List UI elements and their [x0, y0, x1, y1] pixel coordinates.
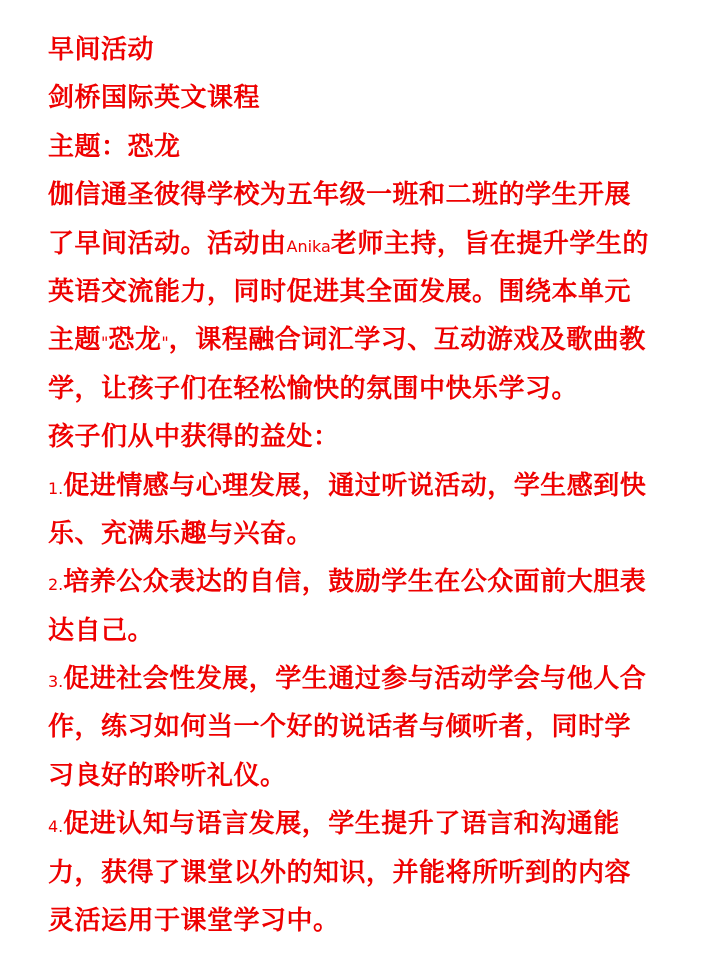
- benefit-continuation: 灵活运用于课堂学习中。: [48, 906, 340, 937]
- teacher-name: Anika: [286, 236, 331, 256]
- benefit-number: 2.: [48, 575, 64, 595]
- course-name: 剑桥国际英文课程: [48, 83, 261, 114]
- benefit-continuation: 乐、充满乐趣与兴奋。: [48, 518, 314, 549]
- quote-mark: ": [101, 333, 109, 353]
- benefit-continuation: 达自己。: [48, 615, 155, 646]
- intro-line: 伽信通圣彼得学校为五年级一班和二班的学生开展: [48, 180, 632, 211]
- topic-line: 主题：恐龙: [48, 131, 181, 162]
- benefit-continuation: 力，获得了课堂以外的知识，并能将所听到的内容: [48, 857, 632, 888]
- benefit-number: 1.: [48, 478, 64, 498]
- benefit-continuation: 习良好的聆听礼仪。: [48, 760, 287, 791]
- intro-line: 主题"恐龙"，课程融合词汇学习、互动游戏及歌曲教: [48, 325, 646, 356]
- activity-title: 早间活动: [48, 35, 155, 65]
- benefit-continuation: 作，练习如何当一个好的说话者与倾听者，同时学: [48, 712, 632, 743]
- intro-line: 了早间活动。活动由Anika老师主持，旨在提升学生的: [48, 228, 649, 259]
- quote-mark: ": [161, 333, 169, 353]
- benefit-item: 4.促进认知与语言发展，学生提升了语言和沟通能: [48, 809, 620, 840]
- benefit-number: 4.: [48, 817, 64, 837]
- benefit-item: 3.促进社会性发展，学生通过参与活动学会与他人合: [48, 664, 647, 695]
- benefit-item: 2.培养公众表达的自信，鼓励学生在公众面前大胆表: [48, 567, 647, 598]
- benefit-number: 3.: [48, 672, 64, 692]
- intro-line: 学，让孩子们在轻松愉快的氛围中快乐学习。: [48, 373, 579, 404]
- intro-line: 英语交流能力，同时促进其全面发展。围绕本单元: [48, 276, 632, 307]
- document-body: [48, 26, 676, 945]
- benefits-heading: 孩子们从中获得的益处：: [48, 422, 340, 453]
- benefit-item: 1.促进情感与心理发展，通过听说活动，学生感到快: [48, 470, 647, 501]
